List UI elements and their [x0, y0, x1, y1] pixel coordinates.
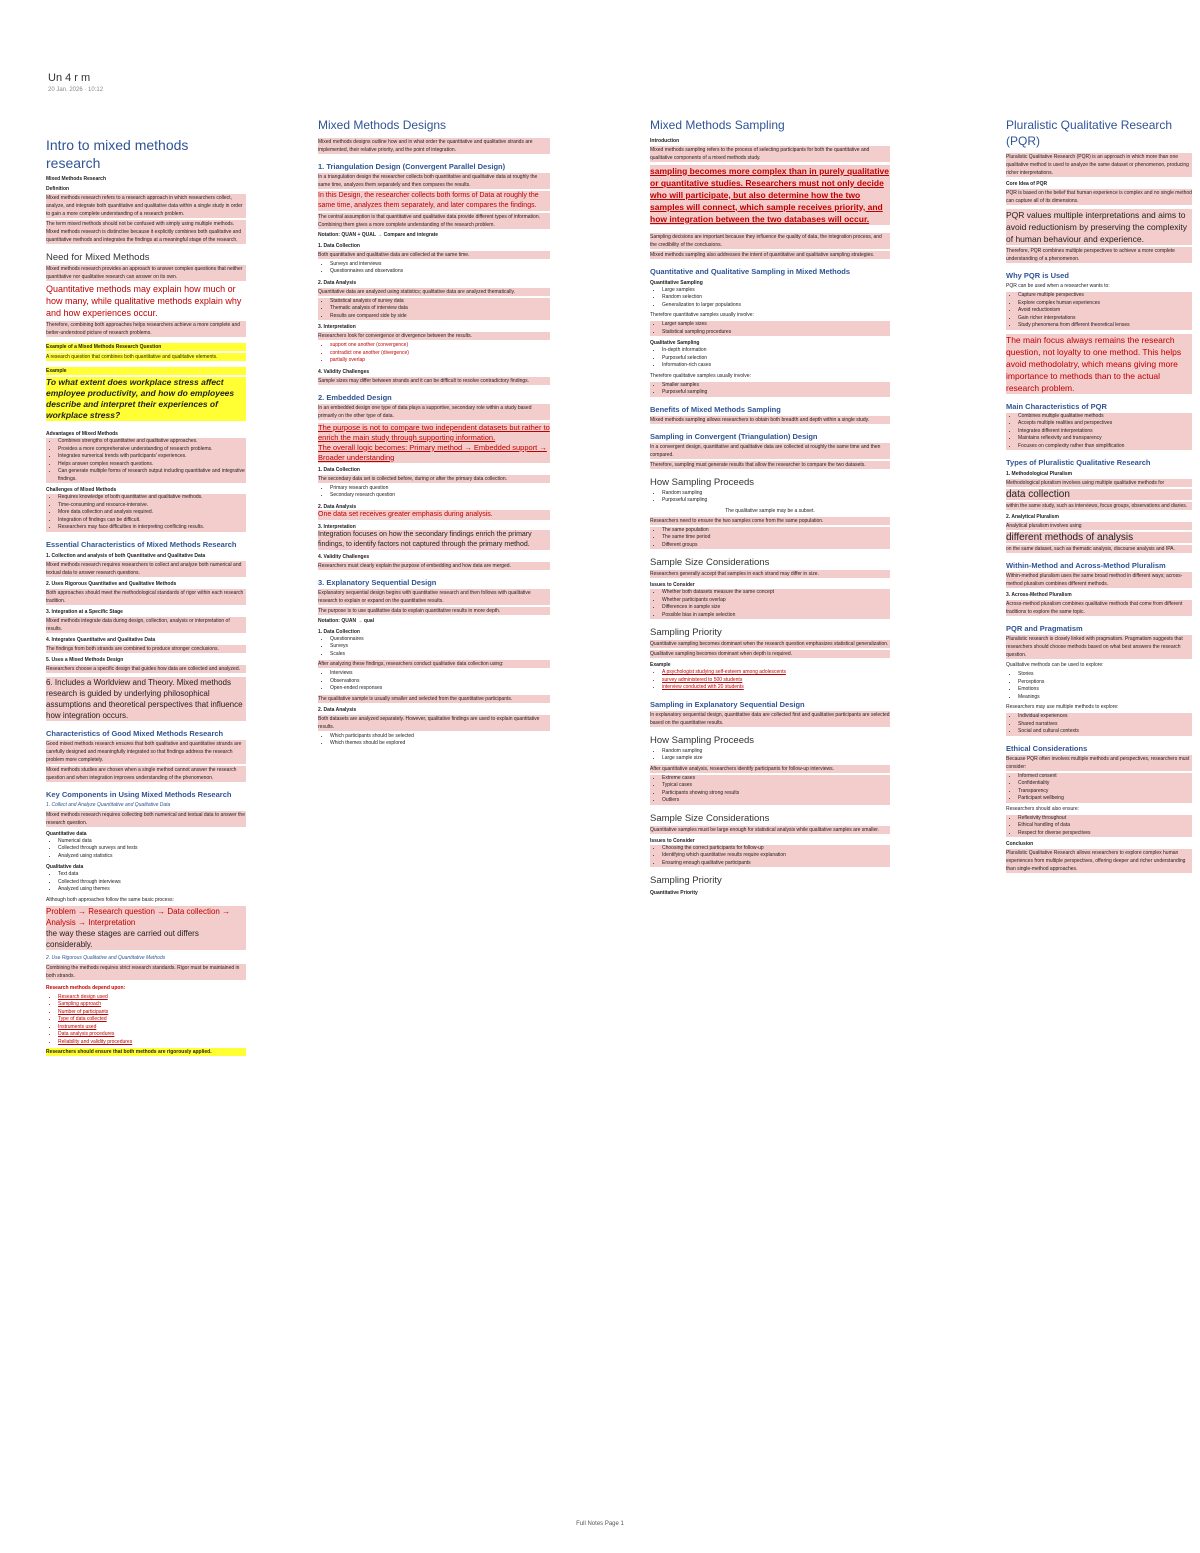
- page-date: 20 Jan. 2026 · 10:12: [48, 87, 104, 93]
- list-item: • Research design used: [58, 994, 246, 1002]
- list-item: • A psychologist studying self-esteem among adolescents: [662, 669, 890, 677]
- heading: 3. Explanatory Sequential Design: [318, 577, 437, 587]
- list-item: • Outliers: [662, 797, 890, 805]
- list: [318, 670, 550, 693]
- list-item: • Time-consuming and resource-intensive.: [58, 502, 246, 510]
- list: [1006, 815, 1192, 838]
- label: 1. Collection and analysis of both Quantitative and Qualitative Data: [46, 552, 206, 559]
- paragraph: Combining the methods requires strict research standards. Rigor must be maintained in both strands.: [46, 964, 246, 980]
- list-item: • Confidentiality: [1018, 780, 1192, 788]
- list-item: • Large samples: [662, 287, 890, 295]
- list-item: • Analyzed using themes: [58, 886, 246, 894]
- heading: Need for Mixed Methods: [46, 252, 150, 264]
- list-item: • Stories: [1018, 671, 1192, 679]
- list-item: • Identifying which quantitative results require explanation: [662, 852, 890, 860]
- label: Quantitative Priority: [650, 890, 698, 897]
- keyword: different methods of analysis: [1006, 532, 1192, 543]
- paragraph: Both datasets are analyzed separately. However, qualitative findings are used to explain quantitative results.: [318, 715, 550, 731]
- list-item: • interview conducted with 20 students: [662, 684, 890, 692]
- paragraph: Therefore, sampling must generate results that allow the researcher to compare the two datasets.: [650, 461, 890, 469]
- list-item: • Which themes should be explored: [330, 740, 550, 748]
- subheading: Mixed Methods Research: [46, 176, 107, 183]
- paragraph: The findings from both strands are combined to produce stronger conclusions.: [46, 645, 246, 653]
- notation: Notation: QUAN + QUAL → Compare and integrate: [318, 231, 439, 238]
- list-item: • Open-ended responses: [330, 685, 550, 693]
- label: 4. Validity Challenges: [318, 368, 370, 375]
- heading: Sampling Priority: [650, 627, 722, 639]
- list-item: • Larger sample sizes: [662, 321, 890, 329]
- heading: How Sampling Proceeds: [650, 734, 755, 746]
- keyword: data collection: [1006, 489, 1192, 500]
- label: Conclusion: [1006, 841, 1034, 848]
- paragraph: Quantitative samples must be large enough for statistical analysis while qualitative samples are smaller.: [650, 826, 890, 834]
- paragraph: After analyzing these findings, researchers conduct qualitative data collection using:: [318, 660, 550, 668]
- paragraph: Good mixed methods research ensures that both qualitative and quantitative strands are carefully designed and meaningfully integrated so that findings address the research problem more completely.: [46, 740, 246, 764]
- paragraph: Therefore qualitative samples usually involve:: [650, 372, 751, 379]
- paragraph: Across-method pluralism combines qualitative methods that come from different traditions to explore the same topic.: [1006, 600, 1192, 616]
- label: 2. Analytical Pluralism: [1006, 514, 1059, 521]
- list-item: • Combines strengths of quantitative and qualitative approaches.: [58, 438, 246, 446]
- red-list: [46, 994, 246, 1047]
- paragraph: Mixed methods research requires researchers to collect and analyze both numerical and textual data to answer research questions.: [46, 561, 246, 577]
- list-item: • Whether participants overlap: [662, 597, 890, 605]
- list: [1006, 292, 1192, 330]
- list-item: • Statistical analysis of survey data: [330, 298, 550, 306]
- paragraph: on the same dataset, such as thematic analysis, discourse analysis and IPA.: [1006, 545, 1192, 553]
- paragraph: The secondary data set is collected before, during or after the primary data collection.: [318, 475, 550, 483]
- list-item: • Individual experiences: [1018, 713, 1192, 721]
- paragraph: The central assumption is that quantitative and qualitative data provide different types of information. Combining them gives a more complete understanding of the research problem.: [318, 213, 550, 229]
- highlight-red: In this Design, the researcher collects both forms of Data at roughly the same time, analyzes them separately, and later compares the findings.: [318, 191, 550, 211]
- list-item: • Possible bias in sample selection: [662, 612, 890, 620]
- list-item: • Reflexivity throughout: [1018, 815, 1192, 823]
- list-item: • Ensuring enough qualitative participants: [662, 860, 890, 868]
- list: [318, 733, 550, 748]
- list-item: • Integration of findings can be difficult.: [58, 517, 246, 525]
- label: 1. Methodological Pluralism: [1006, 471, 1073, 478]
- list-item: • Reliability and validity procedures: [58, 1039, 246, 1047]
- paragraph: Explanatory sequential design begins with quantitative research and then follows with qualitative research to explain or expand on the quantitative results.: [318, 589, 550, 605]
- list-item: • Text data: [58, 871, 246, 879]
- list-item: • Helps answer complex research questions.: [58, 461, 246, 469]
- list-item: • Perceptions: [1018, 679, 1192, 687]
- challenges-list: [46, 494, 246, 532]
- list-item: • Different groups: [662, 542, 890, 550]
- paragraph: Researchers look for convergence or divergence between the results.: [318, 332, 550, 340]
- highlight-red: The main focus always remains the research question, not loyalty to one method. This helps avoid methodolatry, which means giving more importance to methods than to the actual research problem.: [1006, 334, 1192, 394]
- label: 3. Interpretation: [318, 523, 356, 530]
- list-item: • Information-rich cases: [662, 362, 890, 370]
- list-item: • Primary research question: [330, 485, 550, 493]
- list-item: • Study phenomena from different theoretical lenses: [1018, 322, 1192, 330]
- heading: Why PQR is Used: [1006, 271, 1069, 281]
- label: 2. Data Analysis: [318, 279, 357, 286]
- list-item: • Results are compared side by side: [330, 313, 550, 321]
- heading: Sample Size Considerations: [650, 812, 770, 824]
- list-item: • Combines multiple qualitative methods: [1018, 413, 1192, 421]
- list: [650, 347, 890, 370]
- paragraph-large: PQR values multiple interpretations and aims to avoid reductionism by preserving the complexity of human behaviour and experience.: [1006, 209, 1192, 245]
- highlight-red: One data set receives greater emphasis during analysis.: [318, 510, 550, 520]
- paragraph: Researchers should also ensure:: [1006, 805, 1080, 812]
- paragraph: Although both approaches follow the same basic process:: [46, 896, 174, 903]
- list-item: • Large sample size: [662, 755, 890, 763]
- label: Definition: [46, 186, 70, 193]
- list-item: • Differences in sample size: [662, 604, 890, 612]
- label: Issues to Consider: [650, 582, 695, 589]
- paragraph: Pluralistic research is closely linked with pragmatism. Pragmatism suggests that researchers should choose methods based on what best answers the research question.: [1006, 635, 1192, 659]
- heading: Benefits of Mixed Methods Sampling: [650, 404, 781, 414]
- column-designs: [318, 118, 550, 1498]
- list-item: • Random sampling: [662, 490, 890, 498]
- list-item: • Analyzed using statistics: [58, 853, 246, 861]
- advantages-list: [46, 438, 246, 483]
- list-item: • Number of participants: [58, 1009, 246, 1017]
- paragraph: PQR is based on the belief that human experience is complex and no single method can capture all of its dimensions.: [1006, 190, 1192, 205]
- paragraph: In explanatory sequential design, quantitative data are collected first and qualitative participants are selected based on the quantitative results.: [650, 711, 890, 726]
- label: Core Idea of PQR: [1006, 181, 1048, 188]
- list-item: • Transparency: [1018, 788, 1192, 796]
- list-item: • contradict one another (divergence): [330, 350, 550, 358]
- heading: Sampling Priority: [650, 875, 722, 887]
- heading: How Sampling Proceeds: [650, 476, 755, 488]
- process-red: Problem → Research question → Data collection → Analysis → Interpretation: [46, 906, 246, 928]
- paragraph: Researchers generally accept that samples in each strand may differ in size.: [650, 570, 890, 578]
- highlight-red: Quantitative methods may explain how much or how many, while qualitative methods explain why and how experiences occur.: [46, 284, 242, 319]
- list-item: • Purposeful selection: [662, 355, 890, 363]
- list-item: • Statistical sampling procedures: [662, 329, 890, 337]
- paragraph-yellow: Researchers should ensure that both methods are rigorously applied.: [46, 1048, 246, 1056]
- paragraph: Therefore quantitative samples usually involve:: [650, 312, 754, 319]
- list-item: • Purposeful sampling: [662, 389, 890, 397]
- label: Example: [650, 662, 671, 669]
- label: 1. Data Collection: [318, 242, 360, 249]
- label: 2. Uses Rigorous Quantitative and Qualitative Methods: [46, 580, 177, 587]
- paragraph-large: 6. Includes a Worldview and Theory. Mixed methods research is guided by underlying philosophical assumptions and theoretical perspectives that influence how integration occurs.: [46, 677, 246, 721]
- paragraph: Therefore, combining both approaches helps researchers achieve a more complete and better-understood picture of research problems.: [46, 321, 246, 337]
- qual-list: [46, 871, 246, 894]
- heading: Challenges of Mixed Methods: [46, 487, 117, 494]
- paragraph: Mixed methods studies are chosen when a single method cannot answer the research question and when integration improves understanding of the phenomenon.: [46, 766, 246, 782]
- list-item: • Requires knowledge of both quantitative and qualitative methods.: [58, 494, 246, 502]
- list-item: • Sampling approach: [58, 1001, 246, 1009]
- list-item: • The same population: [662, 527, 890, 535]
- paragraph: Because PQR often involves multiple methods and perspectives, researchers must consider:: [1006, 755, 1192, 771]
- list-item: • Smaller samples: [662, 382, 890, 390]
- paragraph: within the same study, such as interviews, focus groups, observations and diaries.: [1006, 502, 1192, 510]
- paragraph: Researchers may use multiple methods to explore:: [1006, 704, 1119, 711]
- paragraph: Mixed methods sampling refers to the process of selecting participants for both the quantitative and qualitative components of a mixed methods study.: [650, 146, 890, 162]
- list: [318, 636, 550, 659]
- paragraph: Mixed methods research refers to a research approach in which researchers collect, analyze, and integrate both quantitative and qualitative data within a single study in order to gain a more complete understanding of a research problem.: [46, 194, 246, 218]
- list-item: • Secondary research question: [330, 492, 550, 500]
- paragraph: Therefore, PQR combines multiple perspectives to achieve a more complete understanding of a phenomenon.: [1006, 247, 1192, 263]
- list-item: • Collected through surveys and tests: [58, 845, 246, 853]
- list-item: • Shared narratives: [1018, 721, 1192, 729]
- list-item: • Researchers may face difficulties in interpreting conflicting results.: [58, 524, 246, 532]
- list-item: • Data analysis procedures: [58, 1031, 246, 1039]
- list-item: • Emotions: [1018, 686, 1192, 694]
- list-item: • Integrates different interpretations: [1018, 428, 1192, 436]
- heading: Advantages of Mixed Methods: [46, 431, 118, 438]
- label: 2. Data Analysis: [318, 706, 357, 713]
- list-red: [650, 669, 890, 692]
- list-red: [318, 342, 550, 365]
- paragraph: Both approaches should meet the methodological standards of rigor within each research tradition.: [46, 589, 246, 605]
- paragraph: Mixed methods integrate data during design, collection, analysis or interpretation of results.: [46, 617, 246, 633]
- highlight-red: sampling becomes more complex than in purely qualitative or quantitative studies. Researchers must not only decide who will participate, but also determine how the two samples will connect, which sample receives priority, and how integration between the two databases will occur.: [650, 165, 890, 224]
- list-item: • Which participants should be selected: [330, 733, 550, 741]
- label: Introduction: [650, 137, 680, 144]
- label: Quantitative data: [46, 830, 87, 837]
- paragraph: Sampling decisions are important because they influence the quality of data, the integration process, and the credibility of the conclusions.: [650, 233, 890, 249]
- heading: Types of Pluralistic Qualitative Research: [1006, 458, 1151, 468]
- heading: Key Components in Using Mixed Methods Research: [46, 789, 232, 799]
- paragraph: In an embedded design one type of data plays a supportive, secondary role within a study based primarily on the other type of data.: [318, 404, 550, 420]
- paragraph: Mixed methods research requires collecting both numerical and textual data to answer the research question.: [46, 811, 245, 826]
- heading: Quantitative and Qualitative Sampling in Mixed Methods: [650, 266, 851, 276]
- list: [650, 382, 890, 397]
- list-item: • Ethical handling of data: [1018, 822, 1192, 830]
- column-sampling: [650, 118, 890, 1498]
- list: [1006, 713, 1192, 736]
- list: [650, 589, 890, 619]
- label: 2. Use Rigorous Qualitative and Quantitative Methods: [46, 954, 166, 961]
- label: Qualitative Sampling: [650, 340, 700, 347]
- paragraph: Mixed methods designs outline how and in what order the quantitative and qualitative strands are implemented, their relative priority, and the point of integration.: [318, 138, 550, 154]
- list-item: • More data collection and analysis required.: [58, 509, 246, 517]
- list-item: • Interviews: [330, 670, 550, 678]
- list-item: • Gain richer interpretations: [1018, 315, 1192, 323]
- section-title-intro: Intro to mixed methods research: [46, 137, 189, 172]
- list: [650, 748, 890, 763]
- list: [650, 287, 890, 310]
- list-item: • Maintains reflexivity and transparency: [1018, 435, 1192, 443]
- list-item: • Capture multiple perspectives: [1018, 292, 1192, 300]
- list-item: • Integrates numerical trends with participants' experiences.: [58, 453, 246, 461]
- heading: Sampling in Convergent (Triangulation) Design: [650, 431, 818, 441]
- list-item: • Social and cultural contexts: [1018, 728, 1192, 736]
- paragraph: In a triangulation design the researcher collects both quantitative and qualitative data at roughly the same time, analyzes them separately and then compares the results.: [318, 173, 550, 189]
- label: 1. Collect and Analyze Quantitative and Qualitative Data: [46, 801, 171, 808]
- label: Issues to Consider: [650, 837, 695, 844]
- heading: PQR and Pragmatism: [1006, 624, 1083, 634]
- list-item: • Meanings: [1018, 694, 1192, 702]
- paragraph: Researchers choose a specific design that guides how data are collected and analyzed.: [46, 665, 246, 673]
- list-item: • Random sampling: [662, 748, 890, 756]
- notation: Notation: QUAN → qual: [318, 617, 375, 624]
- list: [1006, 413, 1192, 451]
- page-footer: Full Notes Page 1: [576, 1521, 624, 1527]
- list: [318, 298, 550, 321]
- page-header: [48, 72, 103, 93]
- list-item: • Typical cases: [662, 782, 890, 790]
- list-item: • Observations: [330, 678, 550, 686]
- heading: Characteristics of Good Mixed Methods Research: [46, 728, 224, 738]
- list-item: • Provides a more comprehensive understanding of research problems.: [58, 446, 246, 454]
- paragraph-yellow: A research question that combines both quantitative and qualitative elements.: [46, 353, 246, 361]
- label: 4. Integrates Quantitative and Qualitative Data: [46, 636, 156, 643]
- list-item: • Participants showing strong results: [662, 790, 890, 798]
- label: 3. Across-Method Pluralism: [1006, 592, 1072, 599]
- heading: 1. Triangulation Design (Convergent Parallel Design): [318, 161, 506, 171]
- list: [650, 775, 890, 805]
- label: 3. Integration at a Specific Stage: [46, 608, 123, 615]
- label: 3. Interpretation: [318, 324, 356, 331]
- list-item: • Focuses on complexity rather than simplification: [1018, 443, 1192, 451]
- paragraph: Pluralistic Qualitative Research (PQR) is an approach in which more than one qualitative method is used to analyze the same dataset or phenomenon, producing richer interpretations.: [1006, 153, 1192, 177]
- section-title-pqr: Pluralistic Qualitative Research (PQR): [1006, 118, 1173, 148]
- list: [318, 485, 550, 500]
- list-item: • Generalization to larger populations: [662, 302, 890, 310]
- list: [650, 845, 890, 868]
- list-item: • Surveys: [330, 643, 550, 651]
- list-item: • Thematic analysis of interview data: [330, 305, 550, 313]
- list-item: • Avoid reductionism: [1018, 307, 1192, 315]
- heading: Within-Method and Across-Method Pluralism: [1006, 561, 1166, 571]
- paragraph: The purpose is to use qualitative data to explain quantitative results in more depth.: [318, 607, 550, 615]
- paragraph: In a convergent design, quantitative and qualitative data are collected at roughly the same time and then compared.: [650, 443, 890, 459]
- paragraph: The qualitative sample is usually smaller and selected from the quantitative participants.: [318, 695, 550, 703]
- label-yellow: Example of a Mixed Methods Research Question: [46, 343, 246, 351]
- quant-list: [46, 838, 246, 861]
- list: [1006, 671, 1192, 701]
- list: [650, 321, 890, 336]
- section-title-designs: Mixed Methods Designs: [318, 118, 447, 132]
- paragraph: Quantitative data are analyzed using statistics; qualitative data are analyzed thematically.: [318, 288, 550, 296]
- list-item: • Explore complex human experiences: [1018, 300, 1192, 308]
- paragraph: The term mixed methods should not be confused with simply using multiple methods. Mixed methods research is distinctive because it explicitly combines both qualitative and quantitative methods and integrates the findings at a meaningful stage of the research.: [46, 220, 246, 244]
- heading: Main Characteristics of PQR: [1006, 401, 1107, 411]
- process-text: the way these stages are carried out differs considerably.: [46, 928, 246, 950]
- list-item: • Questionnaires: [330, 636, 550, 644]
- list-item: • Accepts multiple realities and perspectives: [1018, 420, 1192, 428]
- list-item: • Respect for diverse perspectives: [1018, 830, 1192, 838]
- paragraph: PQR can be used when a researcher wants to:: [1006, 283, 1110, 290]
- list-item: • Instruments used: [58, 1024, 246, 1032]
- label: 2. Data Analysis: [318, 503, 357, 510]
- list: [650, 527, 890, 550]
- label: 4. Validity Challenges: [318, 553, 370, 560]
- list-item: • Numerical data: [58, 838, 246, 846]
- heading: 2. Embedded Design: [318, 392, 392, 402]
- list-item: • Purposeful sampling: [662, 497, 890, 505]
- list: [318, 261, 550, 276]
- label-yellow: Example: [46, 367, 246, 375]
- paragraph: Within-method pluralism uses the same broad method in different ways; across-method pluralism combines different methods.: [1006, 572, 1192, 588]
- paragraph: Mixed methods sampling allows researchers to obtain both breadth and depth within a single study.: [650, 416, 890, 424]
- note: The qualitative sample may be a subset.: [725, 507, 815, 514]
- list-item: • partially overlap: [330, 357, 550, 365]
- paragraph: Researchers must clearly explain the purpose of embedding and how data are merged.: [318, 562, 550, 570]
- list-item: • Participant wellbeing: [1018, 795, 1192, 803]
- list-item: • Collected through interviews: [58, 879, 246, 887]
- heading: Essential Characteristics of Mixed Methods Research: [46, 539, 237, 549]
- column-pqr: [1006, 118, 1192, 1498]
- paragraph: Pluralistic Qualitative Research allows researchers to explore complex human experiences from multiple perspectives, offering deeper and richer understanding than single-method approaches.: [1006, 849, 1192, 873]
- paragraph: Researchers need to ensure the two samples come from the same population.: [650, 517, 890, 525]
- list-item: • Can generate multiple forms of research output including quantitative and integrative findings.: [58, 468, 246, 483]
- list-item: • Type of data collected: [58, 1016, 246, 1024]
- label: Quantitative Sampling: [650, 279, 703, 286]
- page-title: Un 4 r m: [48, 72, 91, 84]
- heading: Ethical Considerations: [1006, 743, 1088, 753]
- paragraph: Mixed methods research provides an approach to answer complex questions that neither quantitative nor qualitative research can answer on its own.: [46, 265, 246, 281]
- paragraph: After quantitative analysis, researchers identify participants for follow-up interviews.: [650, 765, 890, 773]
- list-item: • Informed consent: [1018, 773, 1192, 781]
- paragraph: Analytical pluralism involves using: [1006, 522, 1192, 530]
- list-item: • Surveys and interviews: [330, 261, 550, 269]
- paragraph: Qualitative sampling becomes dominant when depth is required.: [650, 650, 890, 658]
- paragraph: Qualitative methods can be used to explore:: [1006, 662, 1104, 669]
- list-item: • Random selection: [662, 294, 890, 302]
- label-red: Research methods depend upon:: [46, 984, 126, 991]
- label: 1. Data Collection: [318, 628, 360, 635]
- list: [650, 490, 890, 505]
- list-item: • Extreme cases: [662, 775, 890, 783]
- paragraph: Sample sizes may differ between strands and it can be difficult to resolve contradictory findings.: [318, 377, 550, 385]
- label: Qualitative data: [46, 864, 84, 871]
- column-intro: [46, 136, 246, 1536]
- heading: Sample Size Considerations: [650, 557, 770, 569]
- list-item: • survey administered to 500 students: [662, 677, 890, 685]
- label: 1. Data Collection: [318, 466, 360, 473]
- paragraph: Mixed methods sampling also addresses the intent of quantitative and qualitative sampling strategies.: [650, 251, 890, 259]
- paragraph: Integration focuses on how the secondary findings enrich the primary findings, to identify factors not captured through the primary method.: [318, 530, 550, 550]
- highlight-red: The overall logic becomes: Primary method → Embedded support → Broader understanding: [318, 443, 550, 463]
- highlight-red: The purpose is not to compare two independent datasets but rather to enrich the main study through supporting information.: [318, 422, 550, 442]
- list-item: • Questionnaires and observations: [330, 268, 550, 276]
- question-yellow: To what extent does workplace stress affect employee productivity, and how do employees describe and interpret their experiences of workplace stress?: [46, 377, 246, 421]
- label: 5. Uses a Mixed Methods Design: [46, 656, 124, 663]
- list-item: • Scales: [330, 651, 550, 659]
- paragraph: Quantitative sampling becomes dominant when the research question emphasizes statistical generalization.: [650, 641, 889, 648]
- list-item: • In-depth information: [662, 347, 890, 355]
- paragraph: Methodological pluralism involves using multiple qualitative methods for: [1006, 479, 1192, 487]
- list-item: • Whether both datasets measure the same concept: [662, 589, 890, 597]
- list-item: • The same time period: [662, 534, 890, 542]
- section-title-sampling: Mixed Methods Sampling: [650, 118, 785, 132]
- paragraph: Both quantitative and qualitative data are collected at the same time.: [318, 251, 550, 259]
- list: [1006, 773, 1192, 803]
- list-item: • support one another (convergence): [330, 342, 550, 350]
- list-item: • Choosing the correct participants for follow-up: [662, 845, 890, 853]
- heading: Sampling in Explanatory Sequential Design: [650, 699, 805, 709]
